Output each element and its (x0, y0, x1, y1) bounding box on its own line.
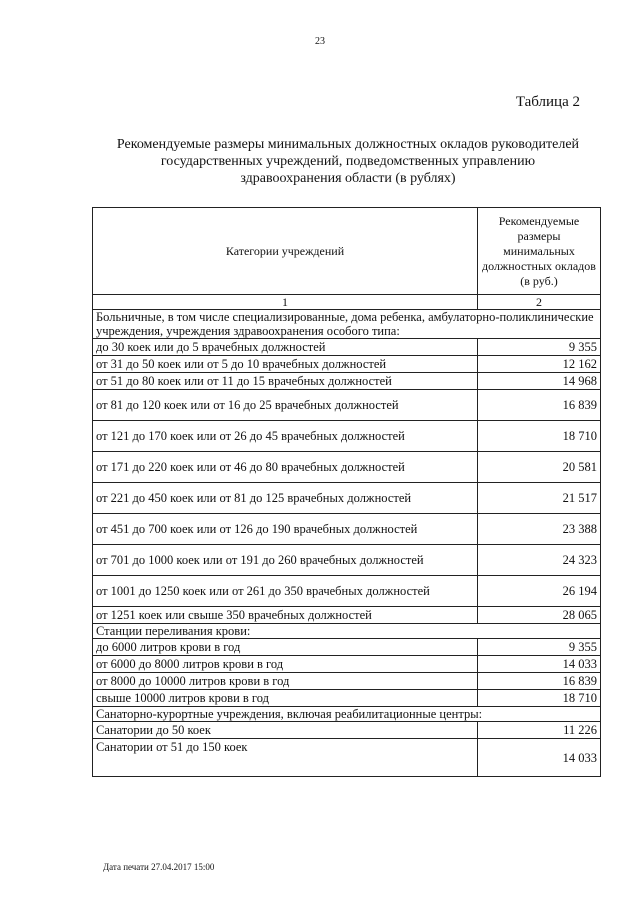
row-category: до 6000 литров крови в год (93, 639, 478, 656)
row-salary: 11 226 (478, 722, 601, 739)
row-salary: 18 710 (478, 690, 601, 707)
row-salary: 14 968 (478, 373, 601, 390)
row-salary: 12 162 (478, 356, 601, 373)
row-salary: 9 355 (478, 339, 601, 356)
row-category: от 8000 до 10000 литров крови в год (93, 673, 478, 690)
table-row (93, 339, 601, 356)
row-category: от 51 до 80 коек или от 11 до 15 врачебных должностей (93, 373, 478, 390)
row-category: от 31 до 50 коек или от 5 до 10 врачебных должностей (93, 356, 478, 373)
table-row (93, 452, 601, 483)
header-salary: Рекомендуемые размеры минимальных должностных окладов (в руб.) (478, 208, 601, 295)
row-salary: 28 065 (478, 607, 601, 624)
table-row (93, 656, 601, 673)
table-row (93, 421, 601, 452)
section-title: Станции переливания крови: (93, 624, 601, 639)
table-title-line: здравоохранения области (в рублях) (240, 171, 456, 186)
row-category: от 171 до 220 коек или от 46 до 80 врачебных должностей (93, 452, 478, 483)
table-row (93, 483, 601, 514)
row-category: свыше 10000 литров крови в год (93, 690, 478, 707)
row-salary: 24 323 (478, 545, 601, 576)
table-row (93, 514, 601, 545)
row-category: от 1001 до 1250 коек или от 261 до 350 врачебных должностей (93, 576, 478, 607)
row-salary: 16 839 (478, 673, 601, 690)
table-row (93, 673, 601, 690)
section-title: Санаторно-курортные учреждения, включая реабилитационные центры: (93, 707, 601, 722)
row-salary: 14 033 (478, 656, 601, 673)
row-salary: 20 581 (478, 452, 601, 483)
row-category: от 81 до 120 коек или от 16 до 25 врачебных должностей (93, 390, 478, 421)
row-category: от 6000 до 8000 литров крови в год (93, 656, 478, 673)
print-date: Дата печати 27.04.2017 15:00 (103, 862, 215, 872)
section-title: Больничные, в том числе специализированные, дома ребенка, амбулаторно-поликлинические учреждения, учреждения здравоохранения особого типа: (93, 310, 601, 339)
row-category: Санатории от 51 до 150 коек (93, 739, 478, 777)
row-category: Санатории до 50 коек (93, 722, 478, 739)
table-row (93, 576, 601, 607)
table-title (88, 136, 608, 187)
table-row (93, 356, 601, 373)
row-category: от 1251 коек или свыше 350 врачебных должностей (93, 607, 478, 624)
row-salary: 14 033 (478, 739, 601, 777)
header-col-number-2: 2 (478, 295, 601, 310)
header-categories: Категории учреждений (93, 208, 478, 295)
row-salary: 18 710 (478, 421, 601, 452)
row-salary: 21 517 (478, 483, 601, 514)
row-category: от 121 до 170 коек или от 26 до 45 врачебных должностей (93, 421, 478, 452)
table-title-line: Рекомендуемые размеры минимальных должностных окладов руководителей (116, 137, 580, 152)
row-category: от 221 до 450 коек или от 81 до 125 врачебных должностей (93, 483, 478, 514)
table-title-line: государственных учреждений, подведомственных управлению (160, 154, 536, 169)
table-row (93, 739, 601, 777)
salary-table (92, 207, 601, 777)
table-row (93, 722, 601, 739)
table-row (93, 607, 601, 624)
row-salary: 16 839 (478, 390, 601, 421)
table-label: Таблица 2 (515, 94, 580, 110)
row-category: до 30 коек или до 5 врачебных должностей (93, 339, 478, 356)
header-col-number-1: 1 (93, 295, 478, 310)
table-row (93, 373, 601, 390)
table-row (93, 390, 601, 421)
row-salary: 26 194 (478, 576, 601, 607)
table-row (93, 545, 601, 576)
table-row (93, 639, 601, 656)
row-category: от 451 до 700 коек или от 126 до 190 врачебных должностей (93, 514, 478, 545)
table-row (93, 690, 601, 707)
row-salary: 23 388 (478, 514, 601, 545)
row-salary: 9 355 (478, 639, 601, 656)
page-number: 23 (315, 36, 325, 47)
row-category: от 701 до 1000 коек или от 191 до 260 врачебных должностей (93, 545, 478, 576)
